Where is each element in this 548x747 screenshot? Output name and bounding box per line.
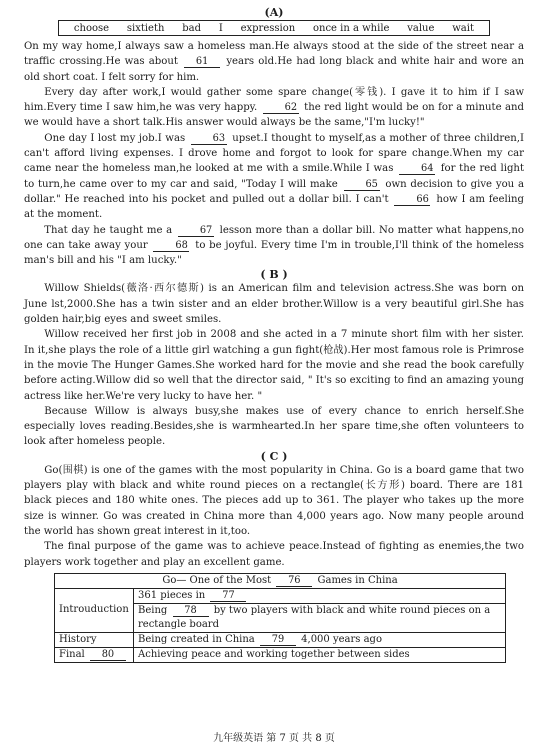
blank-67: 67: [178, 225, 214, 237]
text: Final: [59, 648, 85, 660]
text: Being: [138, 604, 168, 616]
blank-79: 79: [260, 634, 296, 646]
blank-62: 62: [263, 102, 299, 114]
blank-65: 65: [344, 179, 380, 191]
text: Games in China: [317, 574, 398, 586]
blank-61: 61: [184, 56, 220, 68]
passage-a-paragraph-2: [24, 85, 524, 131]
word-bank: [58, 20, 490, 36]
text: 361 pieces in: [138, 589, 206, 601]
blank-63: 63: [191, 133, 227, 145]
row-label-introduction: Introuduction: [55, 588, 134, 632]
text: own decision to give you a dollar." He reached into his pocket and pulled out a dollar bill. I can't: [24, 178, 525, 205]
word-bank-item: bad: [182, 22, 202, 34]
text: how I am feeling at the moment.: [24, 193, 524, 221]
section-b-heading: ( B ): [260, 268, 288, 282]
word-bank-item: I: [218, 22, 223, 34]
passage-b-paragraph-1: Willow Shields(薇洛·西尔德斯) is an American film and television actress.She was born on June lst,2000.She has a twin sister and an elder brother.Willow is a very beautiful girl.She has golden hair,big eyes and sweet smiles.: [24, 283, 524, 326]
row-label-final: [55, 647, 134, 662]
go-summary-table: [54, 573, 506, 663]
word-bank-item: expression: [240, 22, 296, 34]
word-bank-item: wait: [452, 22, 474, 34]
table-row: [55, 647, 506, 662]
table-cell: Achieving peace and working together between sides: [134, 647, 506, 662]
blank-68: 68: [153, 240, 189, 252]
passage-c-paragraph-1: Go(围棋) is one of the games with the most popularity in China. Go is a board game that two players play with black and white round pieces on a rectangle(长方形) board. There are 181 black pieces and 180 white ones. The pieces add up to 361. The player who takes up the more size is winner. Go was created in China more than 4,000 years ago. Now many people around the world has shown great interest in it,too.: [24, 464, 524, 537]
text: That day he taught me a: [44, 224, 173, 236]
page-footer: 九年级英语 第 7 页 共 8 页: [213, 733, 335, 744]
table-row: [55, 588, 506, 603]
blank-80: 80: [90, 649, 126, 661]
text: On my way home,I always saw a homeless man.He always stood at the side of the street near a traffic crossing.He was about: [24, 41, 524, 68]
blank-64: 64: [399, 163, 435, 175]
table-title: [55, 573, 506, 588]
table-row: [55, 573, 506, 588]
table-cell: [134, 603, 506, 632]
table-cell: [134, 632, 506, 647]
blank-66: 66: [394, 194, 430, 206]
passage-a-paragraph-1: [24, 39, 524, 85]
row-label-history: History: [55, 632, 134, 647]
passage-b-paragraph-2: Willow received her first job in 2008 and she acted in a 7 minute short film with her sister. In it,she plays the role of a little girl watching a gun fight(枪战).Her most famous role is Primrose in the movie The Hunger Games.She worked hard for the movie and she read the book carefully before acting.Willow did so well that the director said, " It's so exciting to find an amazing young actress like her.We're very lucky to have her. ": [24, 329, 524, 402]
text: Being created in China: [138, 633, 255, 645]
text: the red light would be on for a minute and we would have a short talk.His answer would always be the same,"I'm lucky!": [24, 102, 525, 129]
text: years old.He had long black and white hair and wore an old short coat. I felt sorry for him.: [24, 56, 525, 83]
passage-a-paragraph-4: [24, 223, 524, 269]
word-bank-item: choose: [73, 22, 110, 34]
word-bank-item: value: [407, 22, 435, 34]
text: One day I lost my job.I was: [44, 132, 186, 144]
passage-a-paragraph-3: [24, 131, 524, 223]
blank-78: 78: [173, 605, 209, 617]
text: Every day after work,I would gather some spare change(零钱). I gave it to him if I saw him.Every time I saw him,he was very happy.: [24, 86, 524, 114]
blank-76: 76: [276, 575, 312, 587]
passage-b-paragraph-3: Because Willow is always busy,she makes use of every chance to enrich herself.She especially loves reading.Besides,she is warmhearted.In her spare time,she often volunteers to look after homeless people.: [24, 405, 524, 448]
section-a-heading: (A): [264, 6, 284, 19]
text: to be joyful. Every time I'm in trouble,I'll think of the homeless man's bill and his "I am lucky.": [24, 239, 525, 267]
text: for the red light to turn,he came over to my car and said, "Today I will make: [24, 163, 525, 190]
section-c-heading: ( C ): [260, 449, 288, 463]
text: 4,000 years ago: [301, 633, 382, 645]
passage-c-paragraph-2: The final purpose of the game was to achieve peace.Instead of fighting as enemies,the two players work together and play an excellent game.: [24, 541, 524, 568]
text: lesson more than a dollar bill. No matter what happens,no one can take away your: [24, 224, 525, 251]
word-bank-item: sixtieth: [126, 22, 165, 34]
table-row: [55, 632, 506, 647]
text: by two players with black and white round pieces on a rectangle board: [138, 604, 491, 630]
word-bank-item: once in a while: [313, 22, 390, 34]
blank-77: 77: [210, 590, 246, 602]
text: Go— One of the Most: [162, 574, 272, 586]
table-cell: [134, 588, 506, 603]
text: upset.I thought to myself,as a mother of three children,I can't afford living expenses. I drove home and forgot to look for spare change.When my car came near the homeless man,he looked at me with a smile.While I was: [24, 132, 524, 175]
